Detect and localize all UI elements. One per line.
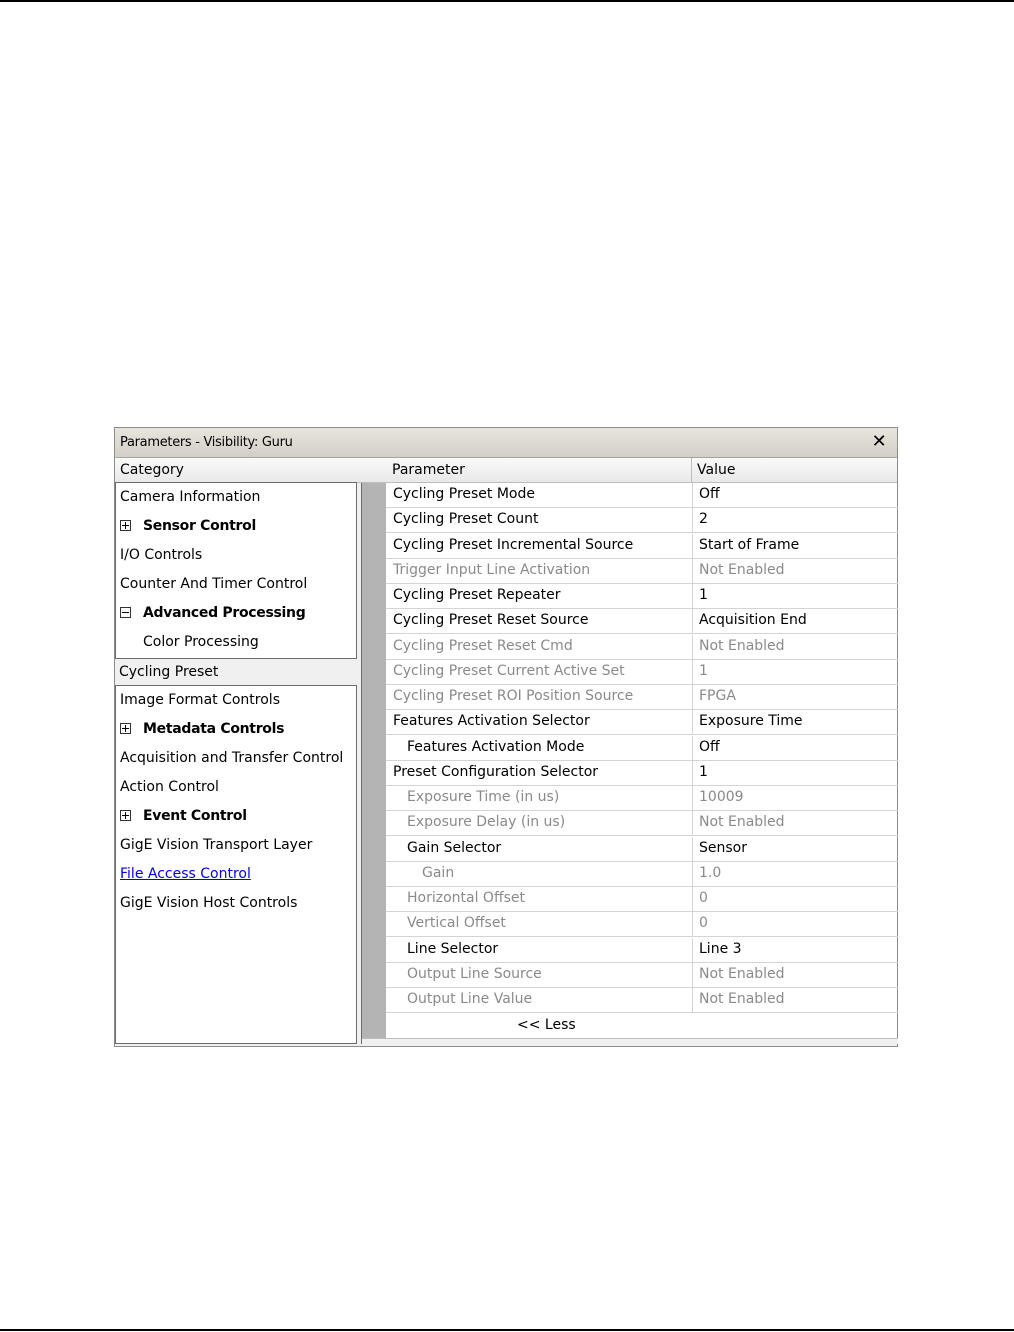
expand-plus-icon[interactable]: [120, 723, 131, 734]
category-label: GigE Vision Host Controls: [120, 895, 298, 911]
parameter-name: Features Activation Selector: [386, 710, 693, 734]
parameter-name: Output Line Value: [386, 988, 693, 1012]
category-item-sensor-control[interactable]: [116, 512, 356, 541]
parameter-value: Not Enabled: [699, 814, 785, 831]
parameter-name: Exposure Delay (in us): [386, 811, 693, 835]
parameter-row-preset-configuration-selector[interactable]: [386, 761, 898, 786]
parameter-row-cycling-preset-current-active-set[interactable]: [386, 660, 898, 685]
parameter-grid: [361, 483, 897, 1044]
category-label: Advanced Processing: [143, 605, 306, 621]
collapse-minus-icon[interactable]: [120, 607, 131, 618]
parameter-row-cycling-preset-roi-position-source[interactable]: [386, 685, 898, 710]
parameter-value[interactable]: 2: [699, 511, 708, 528]
parameter-row-features-activation-mode[interactable]: [386, 736, 898, 761]
parameter-name: Cycling Preset Reset Cmd: [386, 635, 693, 659]
parameter-value: Not Enabled: [699, 965, 785, 982]
category-label: Counter And Timer Control: [120, 576, 308, 592]
parameter-name: Trigger Input Line Activation: [386, 559, 693, 583]
parameter-row-cycling-preset-reset-cmd[interactable]: [386, 635, 898, 660]
category-label: File Access Control: [120, 866, 251, 882]
less-button[interactable]: << Less: [517, 1017, 576, 1033]
category-label: I/O Controls: [120, 547, 203, 563]
parameter-value[interactable]: Acquisition End: [699, 612, 807, 629]
parameter-row-cycling-preset-incremental-source[interactable]: [386, 534, 898, 559]
parameter-name: Cycling Preset Count: [386, 508, 693, 532]
parameter-value: FPGA: [699, 688, 736, 704]
parameter-value[interactable]: Line 3: [699, 940, 742, 957]
parameter-name: Cycling Preset Mode: [386, 483, 693, 507]
close-icon[interactable]: ✕: [871, 431, 887, 452]
parameter-value: Not Enabled: [699, 991, 785, 1007]
parameter-value: 1.0: [699, 864, 722, 881]
category-label: Camera Information: [120, 489, 261, 505]
category-item-advanced-processing[interactable]: [116, 599, 356, 628]
category-group-bottom: [115, 685, 357, 1044]
header-spacer: [362, 458, 387, 483]
parameter-row-output-line-source[interactable]: [386, 963, 898, 988]
parameter-row-cycling-preset-reset-source[interactable]: [386, 609, 898, 634]
parameter-row-output-line-value[interactable]: [386, 988, 898, 1013]
parameter-value[interactable]: Start of Frame: [699, 536, 800, 553]
parameter-value[interactable]: Sensor: [699, 839, 747, 856]
parameters-panel: [114, 427, 898, 1047]
parameter-row-cycling-preset-mode[interactable]: [386, 483, 898, 508]
parameter-name: Cycling Preset Current Active Set: [386, 660, 693, 684]
category-label: Image Format Controls: [120, 692, 280, 708]
parameter-name: Cycling Preset ROI Position Source: [386, 685, 693, 709]
parameter-value[interactable]: Exposure Time: [699, 713, 803, 730]
parameter-name: Cycling Preset Reset Source: [386, 609, 693, 633]
window-title: Parameters - Visibility: Guru: [120, 435, 293, 450]
category-label: Sensor Control: [143, 518, 256, 534]
less-row: [386, 1013, 898, 1038]
parameter-row-gain-selector[interactable]: [386, 837, 898, 862]
category-label: Acquisition and Transfer Control: [120, 750, 344, 766]
page-top-rule: [0, 0, 1014, 2]
category-selected-cycling-preset[interactable]: [115, 659, 357, 685]
grid-bottom-bar: [362, 1038, 898, 1044]
category-item-gige-vision-transport-layer[interactable]: [116, 831, 356, 860]
parameter-value: 10009: [699, 789, 744, 805]
parameter-value: 1: [699, 662, 708, 679]
category-item-acquisition-and-transfer-control[interactable]: [116, 744, 356, 773]
category-item-action-control[interactable]: [116, 773, 356, 802]
category-item-event-control[interactable]: [116, 802, 356, 831]
parameter-value: 0: [699, 890, 708, 906]
parameter-name: Exposure Time (in us): [386, 786, 693, 810]
parameter-value[interactable]: Off: [699, 738, 720, 755]
parameter-row-horizontal-offset[interactable]: [386, 887, 898, 912]
parameter-value: 0: [699, 915, 708, 932]
expand-plus-icon[interactable]: [120, 520, 131, 531]
category-item-color-processing[interactable]: [116, 628, 356, 657]
parameter-name: Vertical Offset: [386, 912, 693, 936]
category-label: Color Processing: [143, 634, 259, 650]
parameter-name: Horizontal Offset: [386, 887, 693, 911]
category-label: Action Control: [120, 779, 219, 795]
parameter-row-vertical-offset[interactable]: [386, 912, 898, 937]
parameter-name: Line Selector: [386, 938, 693, 962]
category-item-metadata-controls[interactable]: [116, 715, 356, 744]
title-bar: [115, 428, 897, 458]
parameter-row-gain[interactable]: [386, 862, 898, 887]
parameter-row-features-activation-selector[interactable]: [386, 710, 898, 735]
parameter-value: Not Enabled: [699, 637, 785, 654]
row-gutter: [362, 483, 386, 1038]
category-group-top: [115, 482, 357, 659]
parameter-row-trigger-input-line-activation[interactable]: [386, 559, 898, 584]
parameter-name: Gain: [386, 862, 693, 886]
parameter-row-cycling-preset-repeater[interactable]: [386, 584, 898, 609]
parameter-row-exposure-delay-in-us[interactable]: [386, 811, 898, 836]
parameter-value: Not Enabled: [699, 561, 785, 578]
parameter-name: Output Line Source: [386, 963, 693, 987]
page-bottom-rule: [0, 1329, 1014, 1331]
category-tree: [115, 482, 357, 1044]
category-item-counter-and-timer-control[interactable]: [116, 570, 356, 599]
parameter-name: Features Activation Mode: [386, 736, 693, 760]
parameter-value[interactable]: 1: [699, 763, 708, 780]
category-label: GigE Vision Transport Layer: [120, 837, 313, 853]
category-item-i-o-controls[interactable]: [116, 541, 356, 570]
category-label: Event Control: [143, 808, 247, 824]
parameter-name: Gain Selector: [386, 837, 693, 861]
category-item-gige-vision-host-controls[interactable]: [116, 889, 356, 918]
parameter-name: Cycling Preset Incremental Source: [386, 534, 693, 558]
parameter-row-cycling-preset-count[interactable]: [386, 508, 898, 533]
category-label: Metadata Controls: [143, 721, 285, 737]
category-item-camera-information[interactable]: [116, 483, 356, 512]
expand-plus-icon[interactable]: [120, 810, 131, 821]
parameter-name: Preset Configuration Selector: [386, 761, 693, 785]
category-item-file-access-control[interactable]: [116, 860, 356, 889]
category-label: Cycling Preset: [119, 664, 219, 680]
parameter-value[interactable]: 1: [699, 587, 708, 603]
category-column-header[interactable]: Category: [115, 458, 362, 483]
category-item-image-format-controls[interactable]: [116, 686, 356, 715]
value-column-header[interactable]: Value: [692, 458, 897, 483]
parameter-name: Cycling Preset Repeater: [386, 584, 693, 608]
parameter-row-line-selector[interactable]: [386, 938, 898, 963]
parameter-column-header[interactable]: Parameter: [387, 458, 692, 483]
parameter-row-exposure-time-in-us[interactable]: [386, 786, 898, 811]
parameter-value[interactable]: Off: [699, 486, 720, 502]
